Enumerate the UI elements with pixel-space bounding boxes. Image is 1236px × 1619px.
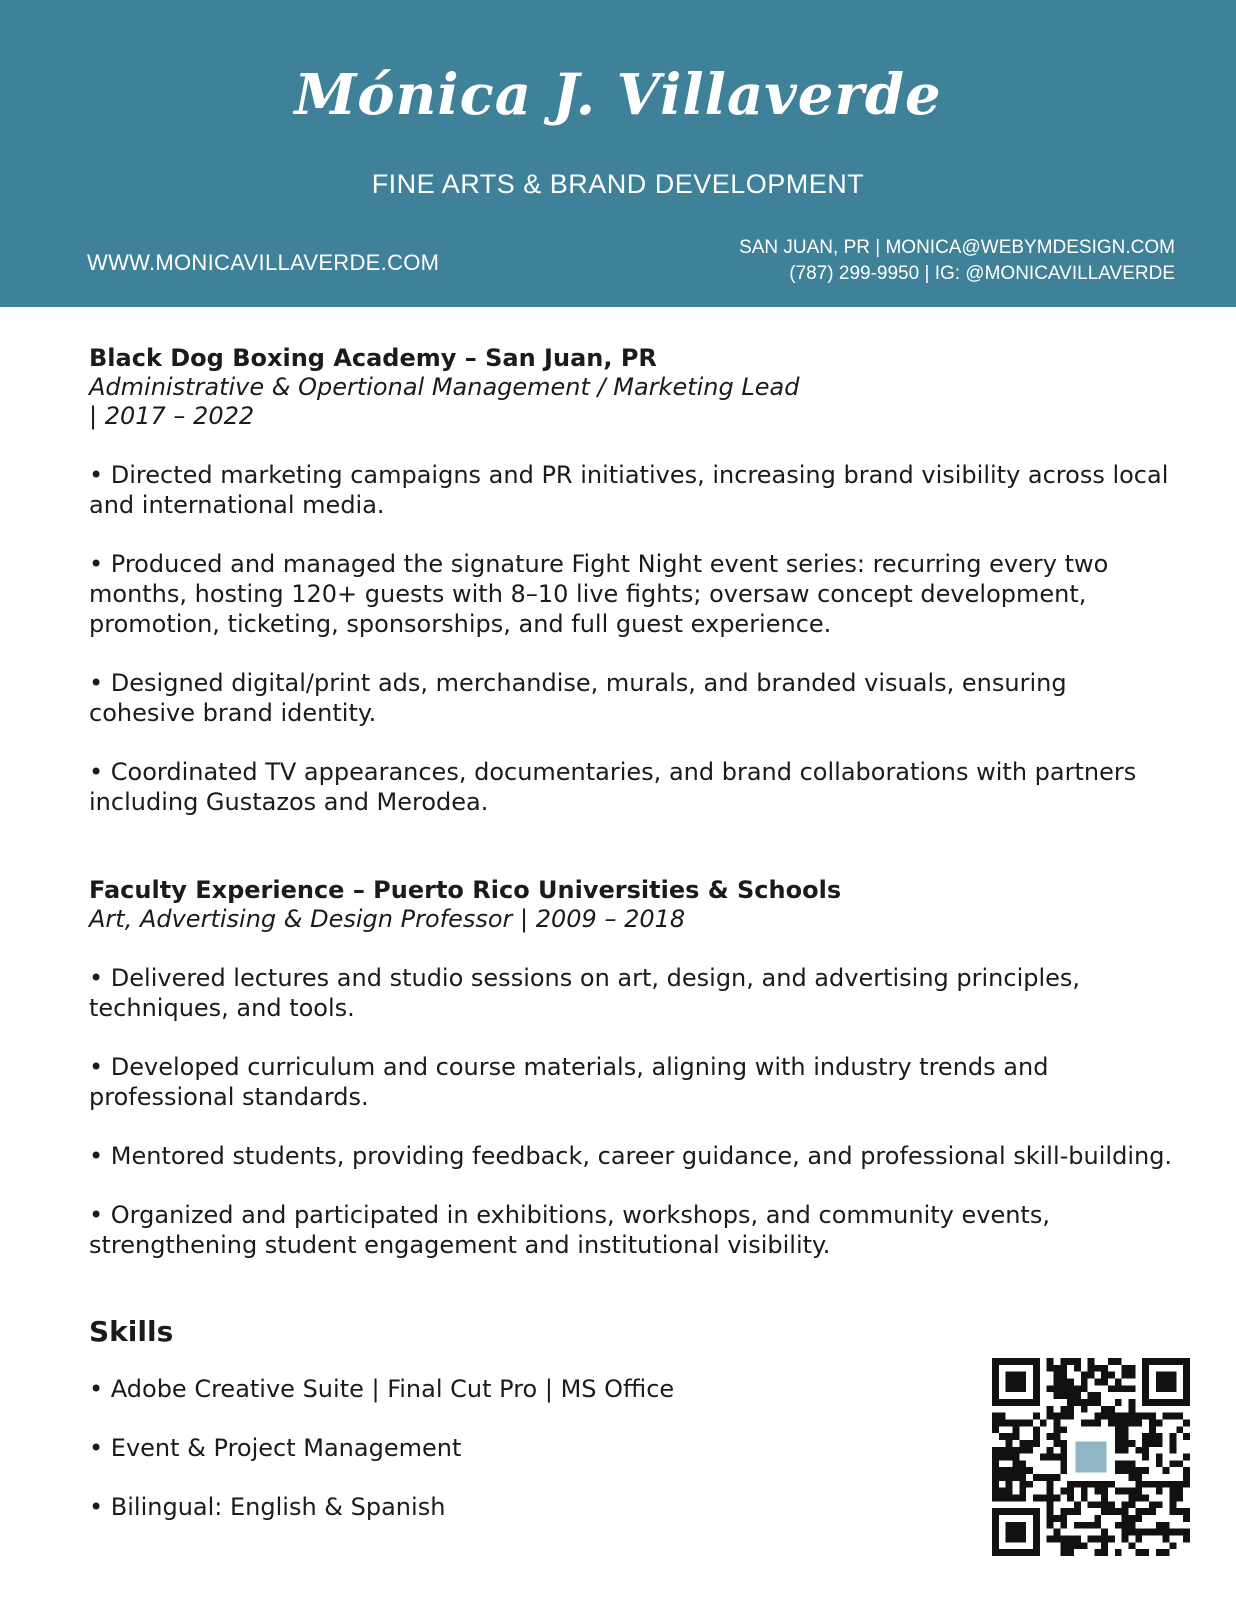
bullet-item: • Developed curriculum and course materials, aligning with industry trends and professional standards. xyxy=(89,1053,1049,1111)
name-logo: Mónica J. Villaverde xyxy=(294,62,942,128)
experience-section-boxing xyxy=(89,343,1179,817)
job-role: Administrative & Opertional Management / Marketing Lead | 2017 – 2022 xyxy=(89,373,800,430)
bullet-item: • Organized and participated in exhibitions, workshops, and community events, strengthening student engagement and institutional visibility. xyxy=(89,1201,1050,1259)
skill-item: • Adobe Creative Suite | Final Cut Pro | MS Office xyxy=(89,1375,675,1403)
contact-info xyxy=(739,235,1175,287)
website-link[interactable]: WWW.MONICAVILLAVERDE.COM xyxy=(87,250,440,275)
skill-item: • Bilingual: English & Spanish xyxy=(89,1493,446,1521)
bullet-item: • Coordinated TV appearances, documentaries, and brand collaborations with partners including Gustazos and Merodea. xyxy=(89,758,1137,816)
bullet-item: • Directed marketing campaigns and PR initiatives, increasing brand visibility across local and international media. xyxy=(89,461,1169,519)
bullet-item: • Produced and managed the signature Fight Night event series: recurring every two months, hosting 120+ guests with 8–10 live fights; oversaw concept development, promotion, ticketing, sponsorships, and full guest experience. xyxy=(89,550,1109,638)
resume-body xyxy=(89,343,1179,1522)
skill-item: • Event & Project Management xyxy=(89,1434,462,1462)
job-role: Art, Advertising & Design Professor | 2009 – 2018 xyxy=(89,905,686,933)
tagline: FINE ARTS & BRAND DEVELOPMENT xyxy=(371,169,865,199)
bullet-item: • Mentored students, providing feedback, career guidance, and professional skill-building. xyxy=(89,1142,1173,1170)
job-title: Black Dog Boxing Academy – San Juan, PR xyxy=(89,344,657,372)
bullet-item: • Delivered lectures and studio sessions on art, design, and advertising principles, techniques, and tools. xyxy=(89,964,1081,1022)
bullet-item: • Designed digital/print ads, merchandise, murals, and branded visuals, ensuring cohesive brand identity. xyxy=(89,669,1067,727)
job-title: Faculty Experience – Puerto Rico Universities & Schools xyxy=(89,876,842,904)
contact-phone-instagram: (787) 299-9950 | IG: @MONICAVILLAVERDE xyxy=(789,263,1175,284)
qr-code-icon[interactable] xyxy=(992,1358,1190,1556)
skills-heading: Skills xyxy=(89,1315,174,1348)
contact-location-email: SAN JUAN, PR | MONICA@WEBYMDESIGN.COM xyxy=(739,237,1175,258)
experience-section-faculty xyxy=(89,875,1179,1260)
resume-header xyxy=(0,0,1236,307)
